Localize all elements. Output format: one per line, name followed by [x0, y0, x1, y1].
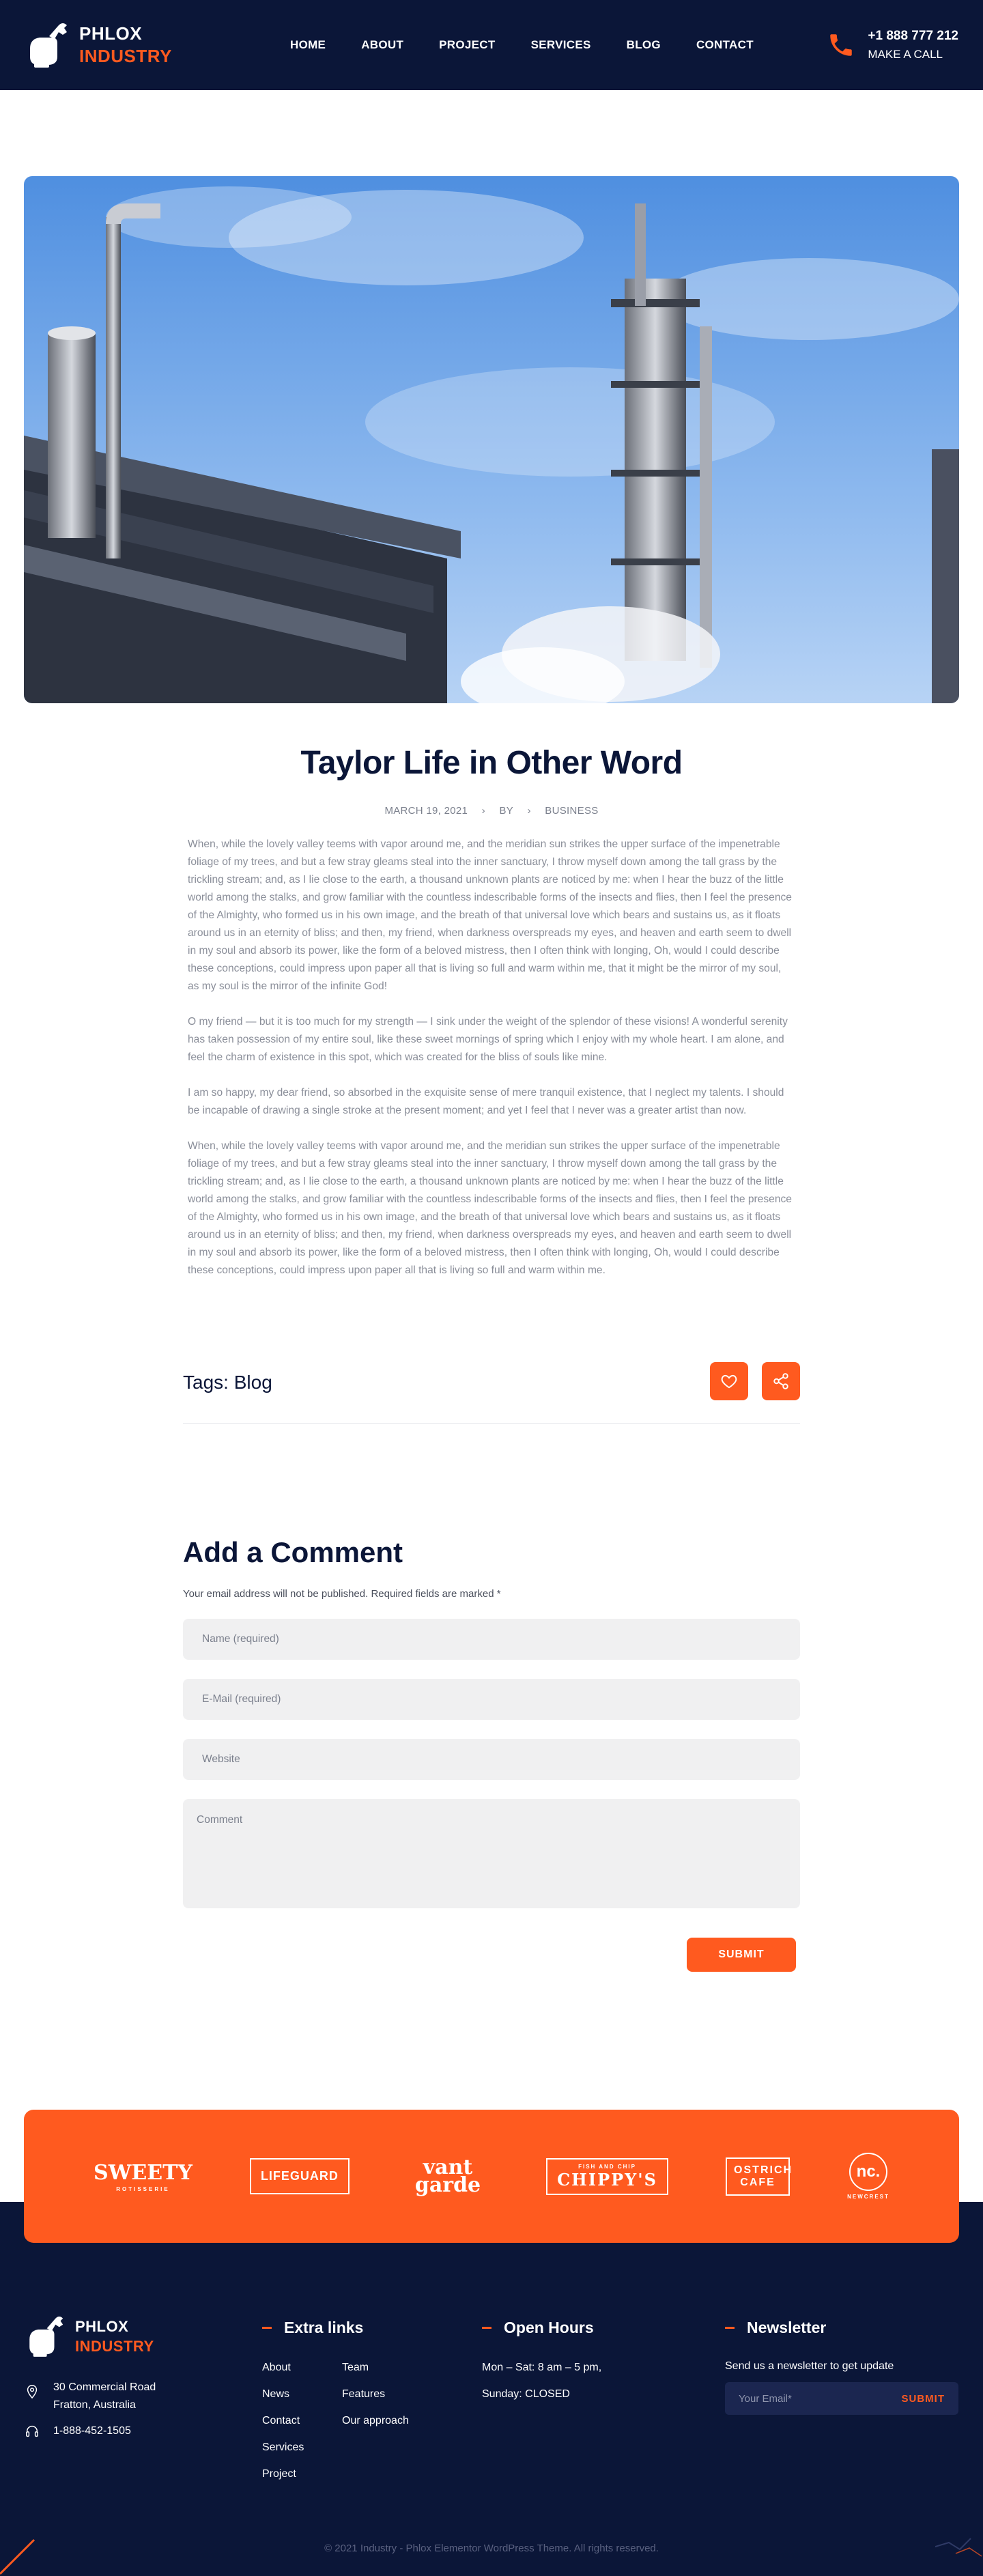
name-placeholder: Name (required)	[202, 1633, 279, 1645]
brand-name: LIFEGUARD	[260, 2169, 339, 2183]
post-title: Taylor Life in Other Word	[300, 745, 683, 781]
brand-logo-sweety[interactable]	[94, 2161, 193, 2192]
nav-home[interactable]: HOME	[290, 38, 326, 51]
open-hours-line: Mon – Sat: 8 am – 5 pm,	[482, 2362, 602, 2373]
comment-form	[183, 1536, 800, 1960]
headset-icon	[25, 2424, 40, 2439]
newsletter-submit-button[interactable]: SUBMIT	[901, 2392, 945, 2405]
comment-placeholder: Comment	[197, 1814, 243, 1826]
phone-icon	[827, 31, 855, 59]
post-date: MARCH 19, 2021	[384, 805, 468, 817]
open-hours-line: Sunday: CLOSED	[482, 2388, 570, 2400]
nav-about[interactable]: ABOUT	[361, 38, 404, 51]
post-category-link[interactable]: BUSINESS	[545, 805, 599, 817]
footer-newsletter	[725, 2319, 958, 2415]
brand-name: CHIPPY'S	[557, 2169, 657, 2190]
dash-icon	[725, 2327, 735, 2329]
share-icon	[772, 1372, 790, 1390]
nav-contact[interactable]: CONTACT	[696, 38, 754, 51]
make-a-call-label: MAKE A CALL	[868, 48, 943, 61]
logo-line2: INDUSTRY	[75, 2338, 154, 2355]
brand-name: OSTRICH CAFE	[734, 2164, 793, 2188]
dash-icon	[262, 2327, 272, 2329]
brand-sub: ROTISSERIE	[116, 2185, 170, 2192]
brand-logo-chippys[interactable]	[546, 2158, 668, 2195]
post-paragraph: When, while the lovely valley teems with vapor around me, and the meridian sun strikes the upper surface of the impenetrable foliage of my trees, and but a few stray gleams steal into the inner sanctuary, I throw myself down among the tall grass by the trickling stream; and, as I lie close to the earth, a thousand unknown plants are noticed by me: when I hear the buzz of the little world among the stalks, and grow familiar with the countless indescribable forms of the insects and flies, then I feel the presence of the Almighty, who formed us in his own image, and the breath of that universal love which bears and sustains us, as it floats around us in an eternity of bliss; and then, my friend, when darkness overspreads my eyes, and heaven and earth seem to dwell in my soul and absorb its power, like the form of a beloved mistress, then I often think with longing, Oh, would I could describe these conceptions, could impress upon paper all that is living so full and warm within me, that it might be the mirror of my soul, as my soul is the mirror of the infinite God!	[188, 838, 792, 992]
footer-address	[25, 2379, 229, 2414]
brand-logo-newcrest[interactable]	[847, 2153, 889, 2200]
footer-link-project[interactable]: Project	[262, 2468, 296, 2480]
newsletter-email-input[interactable]: Your Email*	[739, 2392, 792, 2405]
comment-textarea[interactable]	[183, 1799, 800, 1908]
footer-link-news[interactable]: News	[262, 2388, 290, 2400]
post-body	[188, 836, 795, 1279]
footer-phone[interactable]	[25, 2424, 229, 2439]
meta-separator: ›	[481, 805, 485, 817]
site-header	[0, 0, 983, 90]
call-box[interactable]	[827, 0, 958, 90]
open-hours-title: Open Hours	[504, 2319, 594, 2336]
brand-sub: FISH AND CHIP	[578, 2163, 636, 2170]
extra-links-title: Extra links	[284, 2319, 364, 2336]
like-button[interactable]	[710, 1362, 748, 1400]
nav-blog[interactable]: BLOG	[626, 38, 661, 51]
decorative-line-icon	[935, 2533, 983, 2560]
heart-icon	[720, 1372, 738, 1390]
main-nav	[290, 0, 789, 90]
footer-logo[interactable]	[25, 2315, 229, 2358]
post-tags	[183, 1372, 272, 1393]
nav-project[interactable]: PROJECT	[439, 38, 496, 51]
industrial-plant-image	[24, 176, 959, 703]
tag-link[interactable]: Blog	[233, 1372, 272, 1393]
post-paragraph: I am so happy, my dear friend, so absorbed in the exquisite sense of mere tranquil existence, that I neglect my talents. I should be incapable of drawing a single stroke at the present moment; and yet I feel that I never was a greater artist than now.	[188, 1087, 784, 1116]
footer-copyright: © 2021 Industry - Phlox Elementor WordPress Theme. All rights reserved.	[324, 2543, 659, 2554]
post-by-label: BY	[499, 805, 514, 817]
logo-line1: PHLOX	[79, 23, 143, 44]
post-tags-row	[183, 1362, 800, 1424]
hand-wrench-logo-icon	[25, 21, 68, 69]
header-phone: +1 888 777 212	[868, 29, 958, 43]
name-field[interactable]	[183, 1619, 800, 1660]
comment-heading: Add a Comment	[183, 1536, 403, 1568]
email-placeholder: E-Mail (required)	[202, 1693, 281, 1705]
brand-name: vant garde	[414, 2155, 481, 2197]
post-featured-image	[24, 176, 959, 703]
footer-address-text: 30 Commercial Road Fratton, Australia	[53, 2381, 156, 2411]
post-meta	[188, 805, 795, 817]
newsletter-text: Send us a newsletter to get update	[725, 2360, 894, 2372]
logo-line1: PHLOX	[75, 2318, 129, 2335]
hand-wrench-logo-icon	[25, 2315, 64, 2358]
brand-sub: NEWCREST	[847, 2194, 889, 2200]
brand-logo-vant-garde[interactable]	[407, 2155, 489, 2197]
brand-logos-band	[24, 2110, 959, 2243]
footer-phone-text: 1-888-452-1505	[53, 2425, 131, 2437]
website-field[interactable]	[183, 1739, 800, 1780]
submit-comment-button[interactable]: SUBMIT	[687, 1938, 796, 1972]
footer-link-our-approach[interactable]: Our approach	[342, 2415, 409, 2426]
brand-logo-lifeguard[interactable]	[250, 2158, 350, 2194]
dash-icon	[482, 2327, 492, 2329]
post-article	[188, 744, 795, 1297]
location-pin-icon	[25, 2383, 40, 2401]
newsletter-form	[725, 2382, 958, 2415]
brand-name: SWEETY	[94, 2160, 193, 2185]
meta-separator: ›	[527, 805, 531, 817]
email-field[interactable]	[183, 1679, 800, 1720]
footer-extra-links	[262, 2319, 440, 2495]
post-paragraph: When, while the lovely valley teems with vapor around me, and the meridian sun strikes the upper surface of the impenetrable foliage of my trees, and but a few stray gleams steal into the inner sanctuary, I throw myself down among the tall grass by the trickling stream; and, as I lie close to the earth, a thousand unknown plants are noticed by me: when I hear the buzz of the little world among the stalks, and grow familiar with the countless indescribable forms of the insects and flies, then I feel the presence of the Almighty, who formed us in his own image, and the breath of that universal love which bears and sustains us, as it floats around us in an eternity of bliss; and then, my friend, when darkness overspreads my eyes, and heaven and earth seem to dwell in my soul and absorb its power, like the form of a beloved mistress, then I often think with longing, Oh, would I could describe these conceptions, could impress upon paper all that is living so full and warm within me.	[188, 1140, 792, 1276]
comment-note: Your email address will not be published. Required fields are marked *	[183, 1588, 501, 1600]
footer-link-team[interactable]: Team	[342, 2362, 369, 2373]
footer-open-hours	[482, 2319, 659, 2415]
website-placeholder: Website	[202, 1753, 240, 1765]
decorative-line-icon	[0, 2533, 41, 2576]
newsletter-title: Newsletter	[747, 2319, 827, 2336]
logo-line2: INDUSTRY	[79, 46, 172, 66]
footer-link-about[interactable]: About	[262, 2362, 291, 2373]
nav-services[interactable]: SERVICES	[530, 38, 591, 51]
brand-logo-ostrich-cafe[interactable]	[726, 2157, 793, 2196]
brand-name: nc.	[849, 2153, 887, 2191]
site-logo[interactable]	[25, 21, 172, 69]
tags-label: Tags:	[183, 1372, 229, 1393]
share-button[interactable]	[762, 1362, 800, 1400]
footer-link-contact[interactable]: Contact	[262, 2415, 300, 2426]
footer-link-features[interactable]: Features	[342, 2388, 386, 2400]
post-paragraph: O my friend — but it is too much for my strength — I sink under the weight of the splendor of these visions! A wonderful serenity has taken possession of my entire soul, like these sweet mornings of spring which I enjoy with my whole heart. I am alone, and feel the charm of existence in this spot, which was created for the bliss of souls like mine.	[188, 1016, 788, 1063]
footer-brand	[25, 2315, 229, 2439]
footer-link-services[interactable]: Services	[262, 2441, 304, 2453]
